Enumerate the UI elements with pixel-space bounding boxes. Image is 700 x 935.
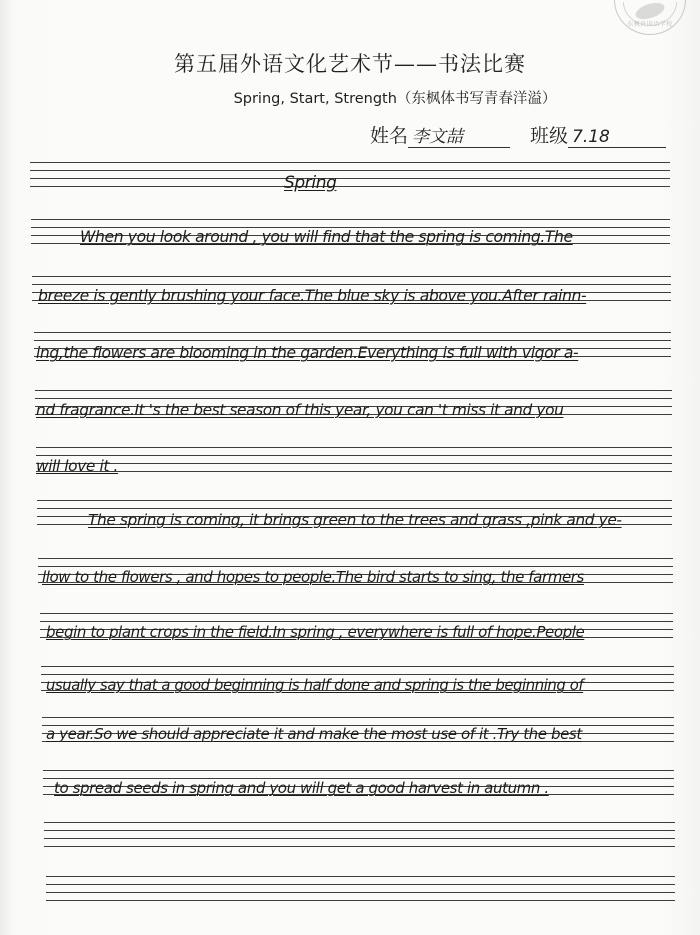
ruled-line [41, 666, 674, 667]
ruled-line [36, 471, 672, 472]
essay-line: begin to plant crops in the field.In spring , everywhere is full of hope.People [46, 623, 585, 641]
essay-line: to spread seeds in spring and you will get a good harvest in autumn . [54, 779, 549, 797]
ruled-line [30, 162, 670, 163]
essay-line: will love it . [36, 457, 118, 475]
ruled-line [36, 463, 672, 464]
ruled-line [42, 717, 674, 718]
ruled-line [44, 830, 674, 831]
ruled-line [37, 508, 672, 509]
ruled-line [38, 558, 672, 559]
ruled-line [44, 838, 674, 839]
page-subtitle: Spring, Start, Strength（东枫体书写青春洋溢） [233, 91, 557, 107]
ruled-line [36, 447, 672, 448]
ruled-line [34, 340, 672, 341]
ruled-line [30, 178, 670, 179]
essay-line: llow to the flowers , and hopes to people.The bird starts to sing, the farmers [42, 568, 584, 586]
ruled-line [40, 613, 674, 614]
ruled-line [34, 332, 672, 333]
essay-line: The spring is coming, it brings green to the trees and grass ,pink and ye- [88, 511, 622, 529]
ruled-line [46, 892, 676, 893]
name-value: 李文喆 [408, 122, 510, 148]
class-value: 7.18 [568, 127, 666, 148]
ruled-line [37, 500, 672, 501]
ruled-line [46, 900, 676, 901]
class-label: 班级 [530, 125, 569, 147]
seal-text: 东枫外国语学校 [627, 21, 673, 28]
page-title: 第五届外语文化艺术节——书法比赛 [174, 52, 526, 76]
ruled-line [44, 846, 674, 847]
essay-line: breeze is gently brushing your face.The blue sky is above you.After rainn- [38, 287, 587, 305]
name-label: 姓名 [370, 125, 409, 147]
essay-title: Spring [284, 173, 337, 193]
ruled-line [35, 398, 672, 399]
ruled-line [30, 186, 670, 187]
essay-line: ing,the flowers are blooming in the garden.Everything is full with vigor a- [36, 344, 579, 362]
essay-line: nd fragrance.It 's the best season of this year, you can 't miss it and you [36, 401, 564, 419]
essay-line: usually say that a good beginning is half done and spring is the beginning of [46, 677, 584, 694]
essay-line: a year.So we should appreciate it and make the most use of it .Try the best [46, 725, 582, 743]
ruled-line [46, 884, 676, 885]
ruled-line [32, 276, 670, 277]
ruled-line [32, 284, 670, 285]
ruled-line [31, 219, 670, 220]
essay-line: When you look around , you will find that the spring is coming.The [80, 228, 573, 246]
ruled-line [36, 455, 672, 456]
ruled-line [30, 170, 670, 171]
ruled-line [38, 566, 672, 567]
ruled-line [46, 876, 676, 877]
ruled-line [43, 770, 674, 771]
ruled-line [35, 390, 672, 391]
ruled-line [44, 822, 674, 823]
ruled-line [41, 674, 674, 675]
